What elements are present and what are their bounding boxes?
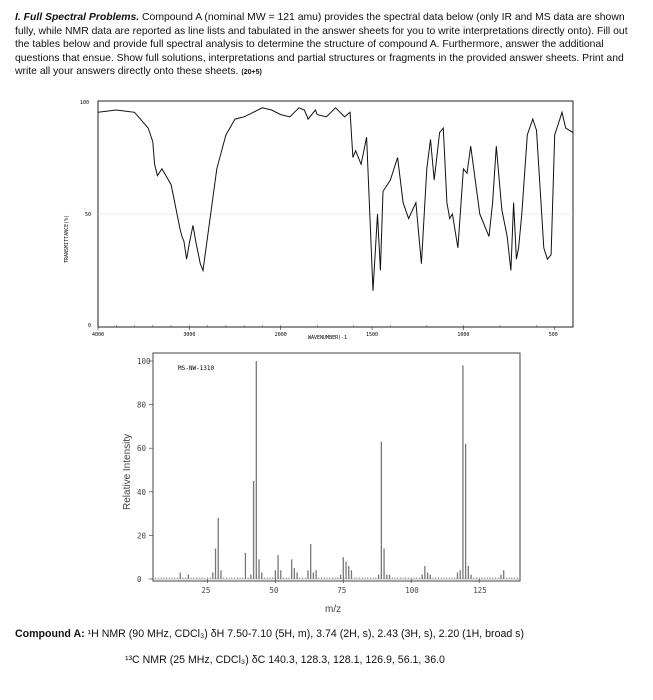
- ir-x-tick-label: 2000: [274, 332, 287, 338]
- ms-x-tick-label: 25: [201, 586, 211, 595]
- ir-x-tick-label: 500: [548, 332, 558, 338]
- ms-x-tick-label: 50: [269, 586, 279, 595]
- ir-y-tick-50: 50: [85, 212, 92, 218]
- ms-peaks: [180, 361, 504, 579]
- ir-x-axis-label: WAVENUMBER(-1: [308, 335, 348, 341]
- ms-x-tick-label: 125: [473, 586, 487, 595]
- ms-x-axis-label: m/z: [325, 604, 342, 615]
- ir-x-tick-label: 3000: [183, 332, 196, 338]
- ir-y-axis-label: TRANSMITTANCE(%): [64, 214, 70, 263]
- compound-label: Compound A:: [15, 628, 85, 640]
- ms-x-tick-label: 75: [337, 586, 347, 595]
- c-nmr-text: ¹³C NMR (25 MHz, CDCl₃) δC 140.3, 128.3, 128.1, 126.9, 56.1, 36.0: [125, 654, 445, 666]
- ms-plot-frame: [153, 353, 520, 581]
- problem-heading: I. Full Spectral Problems.: [15, 12, 140, 23]
- c-nmr-line: [15, 653, 645, 667]
- ir-transmittance-curve: [98, 108, 573, 291]
- ms-y-tick-label: 60: [137, 444, 147, 454]
- nmr-data: [15, 627, 645, 667]
- ms-spectrum-id: MS-NW-1310: [178, 365, 215, 372]
- ms-y-tick-label: 20: [137, 531, 147, 541]
- points-label: (20+5): [241, 69, 262, 77]
- ir-x-tick-label: 1500: [366, 332, 379, 338]
- ms-y-axis-label: Relative Intensity: [122, 433, 133, 510]
- ms-y-tick-label: 40: [137, 487, 147, 497]
- ir-y-tick-0: 0: [88, 323, 92, 329]
- ir-y-tick-100: 100: [80, 100, 90, 106]
- ir-spectrum-chart: [55, 95, 575, 345]
- ms-y-tick-label: 100: [137, 357, 151, 366]
- h-nmr-line: [15, 627, 645, 641]
- problem-body: Compound A (nominal MW = 121 amu) provides the spectral data below (only IR and MS data are shown fully, while NMR data are reported as line lists and tabulated in the answer sheets for you to write interpretations directly onto). Fill out the tables below and provide full spectral analysis to determine the structure of compound A. Furthermore, answer the additional questions that ensue. Show full solutions, interpretations and partial structures or fragments in the provided answer sheets. Print and write all your answers directly onto these sheets.: [15, 12, 628, 78]
- ms-spectrum-chart: [120, 350, 540, 620]
- ms-y-tick-label: 0: [137, 575, 142, 584]
- ms-x-tick-label: 100: [405, 586, 419, 595]
- ir-x-tick-label: 1000: [457, 332, 470, 338]
- problem-intro: [15, 11, 641, 80]
- ms-y-ticks: [137, 357, 153, 584]
- ms-y-tick-label: 80: [137, 400, 147, 410]
- ir-x-tick-label: 4000: [92, 332, 105, 338]
- h-nmr-text: ¹H NMR (90 MHz, CDCl₃) δH 7.50-7.10 (5H, m), 3.74 (2H, s), 2.43 (3H, s), 2.20 (1H, broad s): [87, 628, 525, 640]
